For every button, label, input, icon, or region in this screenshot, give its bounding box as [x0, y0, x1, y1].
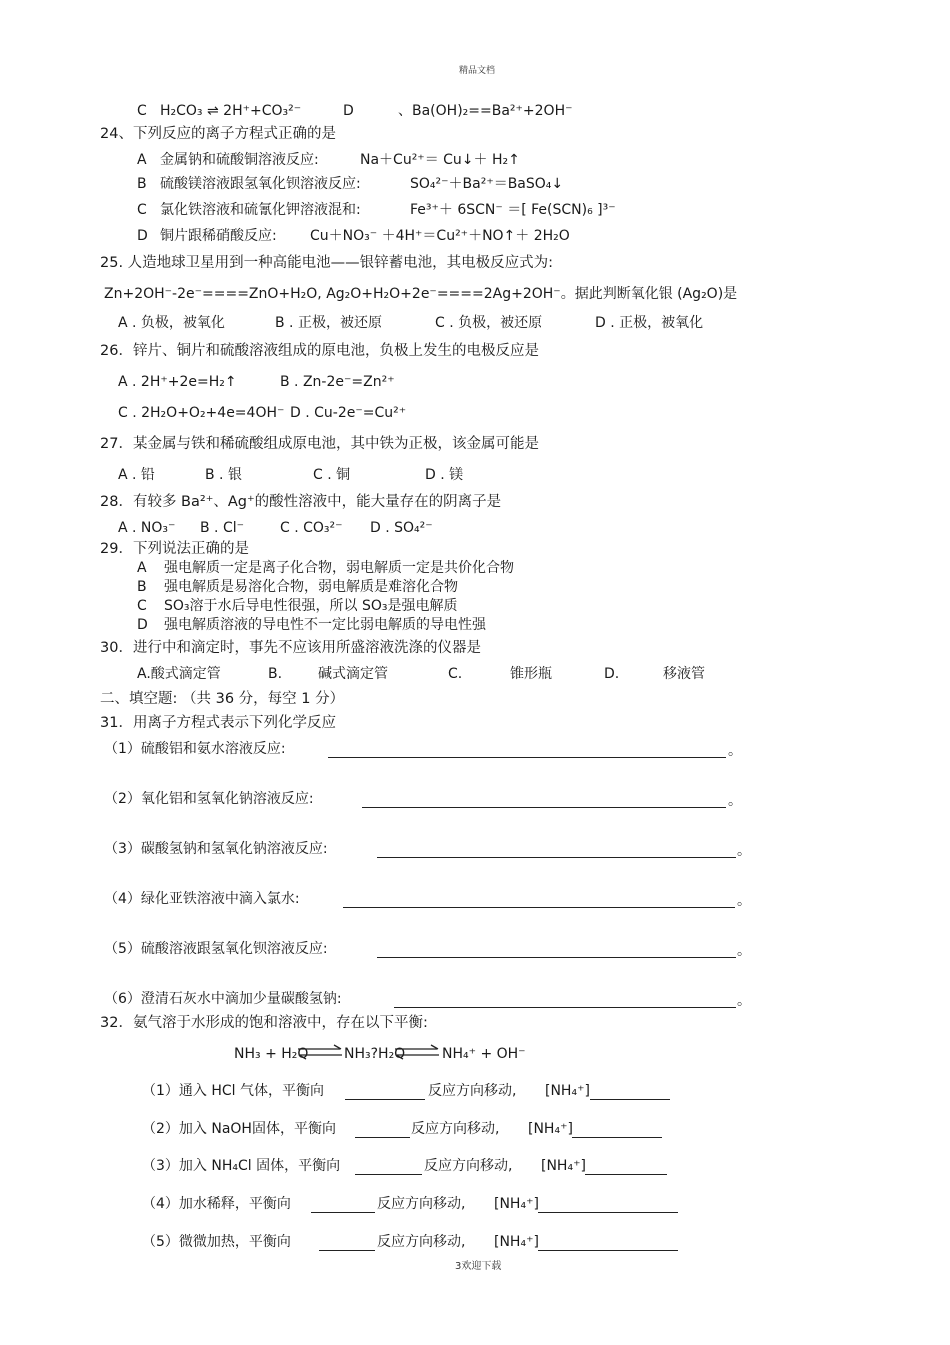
q31-item-6: （6）澄清石灰水中滴加少量碳酸氢钠: — [104, 991, 342, 1007]
q29-b-label: B — [137, 579, 147, 595]
q30-option-d-label: D. — [604, 666, 620, 682]
q32-concentration-blank-2[interactable] — [572, 1137, 662, 1138]
q25-option-d: D . 正极，被氧化 — [595, 315, 704, 331]
q32-stem: 32．氨气溶于水形成的饱和溶液中，存在以下平衡: — [100, 1015, 428, 1031]
q31-answer-blank-2[interactable] — [362, 807, 726, 808]
q29-a-label: A — [137, 560, 147, 576]
q25-option-b: B . 正极，被还原 — [275, 315, 382, 331]
q29-c-text: SO₃溶于水后导电性很强，所以 SO₃是强电解质 — [164, 598, 458, 614]
q31-item-3: （3）碳酸氢钠和氢氧化钠溶液反应: — [104, 841, 328, 857]
q31-item-4: （4）绿化亚铁溶液中滴入氯水: — [104, 891, 300, 907]
q27-stem: 27．某金属与铁和稀硫酸组成原电池，其中铁为正极，该金属可能是 — [100, 436, 539, 452]
q24-d-text: 铜片跟稀硝酸反应: — [160, 228, 277, 244]
q32-item-4-mid: 反应方向移动, — [377, 1196, 466, 1212]
q32-direction-blank-3[interactable] — [355, 1174, 422, 1175]
q32-item-1: （1）通入 HCl 气体，平衡向 — [142, 1083, 324, 1099]
q28-stem: 28．有较多 Ba²⁺、Ag⁺的酸性溶液中，能大量存在的阴离子是 — [100, 494, 502, 510]
q32-item-3: （3）加入 NH₄Cl 固体，平衡向 — [142, 1158, 341, 1174]
q28-option-a: A . NO₃⁻ — [118, 520, 176, 536]
q32-item-3-mid: 反应方向移动, — [424, 1158, 513, 1174]
q31-item-5-end: 。 — [737, 943, 751, 959]
section2-title: 二、填空题: （共 36 分，每空 1 分） — [100, 691, 345, 707]
q32-item-2: （2）加入 NaOH固体，平衡向 — [142, 1121, 336, 1137]
q31-item-2: （2）氧化铝和氢氧化钠溶液反应: — [104, 791, 314, 807]
q32-concentration-blank-1[interactable] — [590, 1099, 670, 1100]
q26-option-a: A . 2H⁺+2e=H₂↑ — [118, 374, 237, 390]
q24-b-text: 硫酸镁溶液跟氢氧化钡溶液反应: — [160, 176, 361, 192]
q25-eq: Zn+2OH⁻-2e⁻====ZnO+H₂O, Ag₂O+H₂O+2e⁻====2Ag+2OH⁻。据此判断氧化银 (Ag₂O)是 — [104, 286, 738, 302]
equilibrium-arrow-2-icon — [393, 1044, 441, 1060]
q32-eq-left: NH₃ + H₂O — [234, 1046, 309, 1062]
page-footer: 3欢迎下载 — [455, 1261, 502, 1272]
q24-c-eq: Fe³⁺＋ 6SCN⁻ ＝[ Fe(SCN)₆ ]³⁻ — [410, 202, 616, 218]
q24-d-label: D — [137, 228, 148, 244]
q31-answer-blank-3[interactable] — [377, 857, 736, 858]
q32-concentration-blank-4[interactable] — [538, 1212, 678, 1213]
q27-option-c: C . 铜 — [313, 467, 351, 483]
q26-option-b: B . Zn-2e⁻=Zn²⁺ — [280, 374, 395, 390]
q25-option-a: A . 负极，被氧化 — [118, 315, 225, 331]
q24-a-label: A — [137, 152, 147, 168]
q23-option-c-label: C — [137, 103, 147, 119]
q29-c-label: C — [137, 598, 147, 614]
q32-item-4-ion: [NH₄⁺] — [494, 1196, 539, 1212]
q23-option-d-formula: 、Ba(OH)₂==Ba²⁺+2OH⁻ — [398, 103, 573, 119]
q31-item-4-end: 。 — [737, 893, 751, 909]
q26-stem: 26．锌片、铜片和硫酸溶液组成的原电池，负极上发生的电极反应是 — [100, 343, 539, 359]
q30-option-c-label: C. — [448, 666, 463, 682]
q31-item-6-end: 。 — [737, 993, 751, 1009]
q32-item-3-ion: [NH₄⁺] — [541, 1158, 586, 1174]
q30-option-b: 碱式滴定管 — [318, 666, 388, 682]
q28-option-c: C . CO₃²⁻ — [280, 520, 343, 536]
q24-a-eq: Na＋Cu²⁺＝ Cu↓＋ H₂↑ — [360, 152, 520, 168]
q25-option-c: C . 负极，被还原 — [435, 315, 543, 331]
q32-concentration-blank-3[interactable] — [585, 1174, 667, 1175]
q30-option-c: 锥形瓶 — [510, 666, 552, 682]
q31-item-1: （1）硫酸铝和氨水溶液反应: — [104, 741, 286, 757]
q28-option-b: B . Cl⁻ — [200, 520, 245, 536]
q32-item-5-mid: 反应方向移动, — [377, 1234, 466, 1250]
q32-item-1-ion: [NH₄⁺] — [545, 1083, 590, 1099]
q31-answer-blank-4[interactable] — [343, 907, 735, 908]
q25-stem: 25. 人造地球卫星用到一种高能电池——银锌蓄电池，其电极反应式为: — [100, 255, 554, 271]
q24-b-label: B — [137, 176, 147, 192]
q31-answer-blank-1[interactable] — [328, 757, 726, 758]
q32-item-5: （5）微微加热，平衡向 — [142, 1234, 291, 1250]
q23-option-d-label: D — [343, 103, 354, 119]
q32-eq-right: NH₄⁺ + OH⁻ — [442, 1046, 526, 1062]
q32-item-5-ion: [NH₄⁺] — [494, 1234, 539, 1250]
q29-d-label: D — [137, 617, 148, 633]
q24-c-text: 氯化铁溶液和硫氰化钾溶液混和: — [160, 202, 361, 218]
q31-answer-blank-6[interactable] — [394, 1007, 736, 1008]
q32-direction-blank-4[interactable] — [311, 1212, 375, 1213]
q32-item-1-mid: 反应方向移动, — [428, 1083, 517, 1099]
q32-item-4: （4）加水稀释，平衡向 — [142, 1196, 291, 1212]
q31-item-5: （5）硫酸溶液跟氢氧化钡溶液反应: — [104, 941, 328, 957]
q30-stem: 30．进行中和滴定时，事先不应该用所盛溶液洗涤的仪器是 — [100, 640, 481, 656]
q27-option-d: D . 镁 — [425, 467, 464, 483]
q30-option-a: A.酸式滴定管 — [137, 666, 221, 682]
q32-direction-blank-1[interactable] — [345, 1099, 425, 1100]
page-header: 精品文档 — [459, 66, 496, 76]
q26-option-d: D . Cu-2e⁻=Cu²⁺ — [290, 405, 407, 421]
q29-a-text: 强电解质一定是离子化合物，弱电解质一定是共价化合物 — [164, 560, 514, 576]
q27-option-a: A . 铅 — [118, 467, 155, 483]
q24-c-label: C — [137, 202, 147, 218]
q32-item-2-mid: 反应方向移动, — [411, 1121, 500, 1137]
q31-answer-blank-5[interactable] — [377, 957, 736, 958]
equilibrium-arrow-1-icon — [296, 1044, 344, 1060]
q24-d-eq: Cu＋NO₃⁻ ＋4H⁺＝Cu²⁺＋NO↑＋ 2H₂O — [310, 228, 570, 244]
q32-item-2-ion: [NH₄⁺] — [528, 1121, 573, 1137]
q23-option-c-formula: H₂CO₃ ⇌ 2H⁺+CO₃²⁻ — [160, 103, 302, 119]
q32-eq-mid: NH₃?H₂O — [344, 1046, 406, 1062]
q32-direction-blank-2[interactable] — [355, 1137, 410, 1138]
q31-stem: 31．用离子方程式表示下列化学反应 — [100, 715, 336, 731]
q28-option-d: D . SO₄²⁻ — [370, 520, 433, 536]
q29-stem: 29．下列说法正确的是 — [100, 541, 249, 557]
q30-option-b-label: B. — [268, 666, 283, 682]
q31-item-1-end: 。 — [728, 743, 742, 759]
q24-stem: 24、下列反应的离子方程式正确的是 — [100, 126, 336, 142]
q29-d-text: 强电解质溶液的导电性不一定比弱电解质的导电性强 — [164, 617, 486, 633]
q31-item-3-end: 。 — [737, 843, 751, 859]
q30-option-d: 移液管 — [663, 666, 705, 682]
q32-direction-blank-5[interactable] — [319, 1250, 375, 1251]
q24-a-text: 金属钠和硫酸铜溶液反应: — [160, 152, 319, 168]
q27-option-b: B . 银 — [205, 467, 242, 483]
q24-b-eq: SO₄²⁻＋Ba²⁺＝BaSO₄↓ — [410, 176, 564, 192]
q29-b-text: 强电解质是易溶化合物，弱电解质是难溶化合物 — [164, 579, 458, 595]
q26-option-c: C . 2H₂O+O₂+4e=4OH⁻ — [118, 405, 285, 421]
q31-item-2-end: 。 — [728, 793, 742, 809]
q32-concentration-blank-5[interactable] — [538, 1250, 678, 1251]
